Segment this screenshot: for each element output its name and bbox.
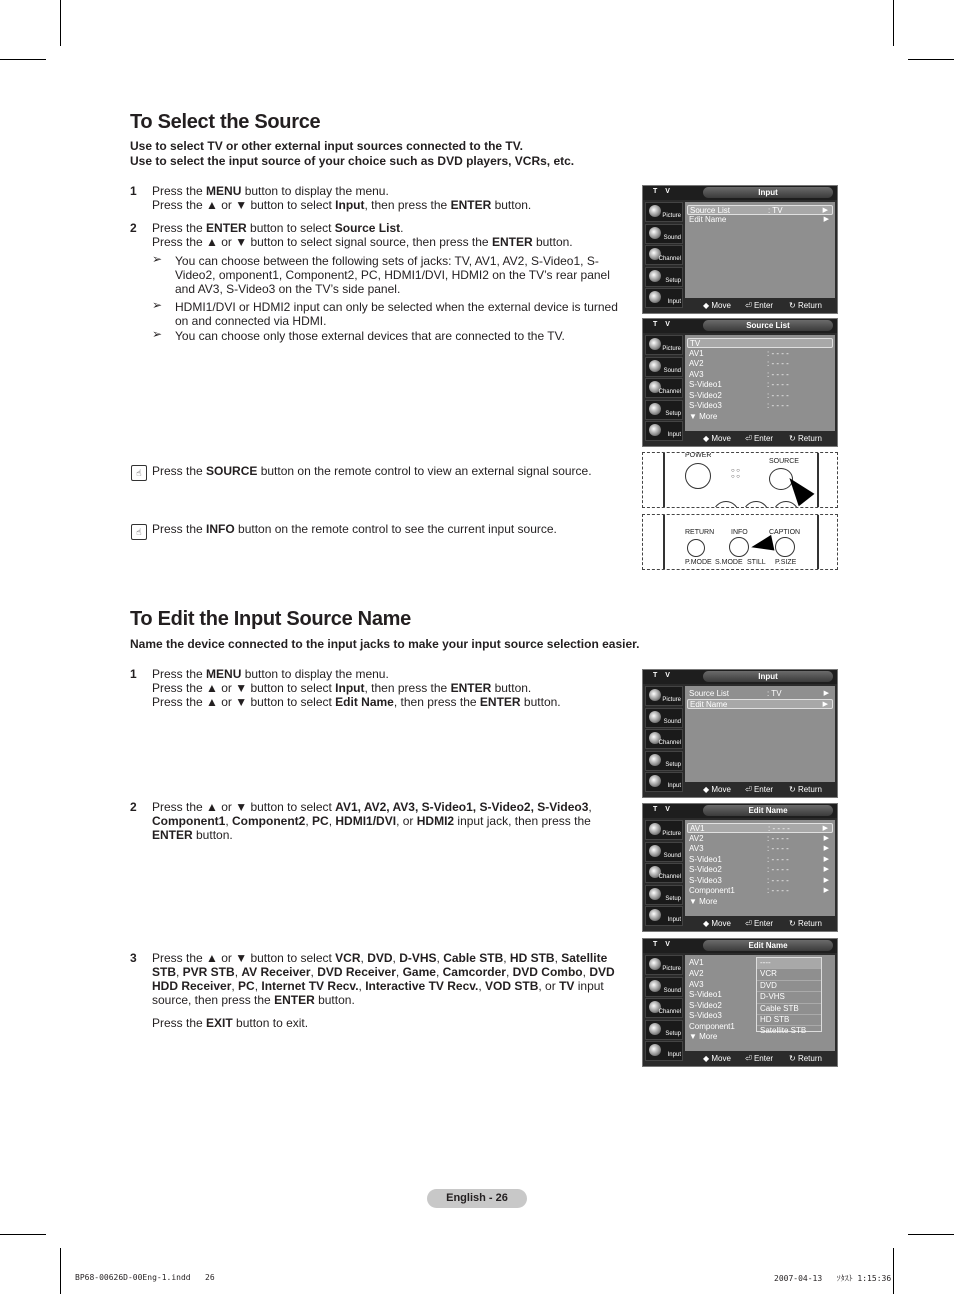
lead-text: Name the device connected to the input jacks to make your input source selection easier. xyxy=(130,637,640,651)
osd-footer: ◆ Move ⏎ Enter ↻ Return xyxy=(703,301,822,310)
dropdown-option[interactable]: Satellite STB xyxy=(760,1026,807,1036)
step-text: Press the ▲ or ▼ button to select Input, then press the ENTER button. xyxy=(152,681,532,695)
osd-row-edit-name[interactable]: Edit Name ▶ xyxy=(689,215,829,224)
input-icon xyxy=(649,775,661,787)
picture-icon xyxy=(649,205,661,217)
note-arrow-icon: ➢ xyxy=(152,252,163,266)
caption-button-icon xyxy=(775,537,795,557)
crop-mark xyxy=(893,1248,894,1294)
date-slug: 2007-04-13 ｿﾀｽﾄ 1:15:36 xyxy=(774,1274,892,1283)
input-icon xyxy=(649,1044,661,1056)
page-number-badge: English - 26 xyxy=(427,1189,527,1208)
section-title-edit-name: To Edit the Input Source Name xyxy=(130,608,411,630)
return-button-icon xyxy=(687,539,705,557)
osd-row[interactable]: AV1 xyxy=(689,958,704,967)
crop-mark xyxy=(60,1248,61,1294)
setup-icon xyxy=(649,403,661,415)
dropdown-option[interactable]: DVD xyxy=(757,981,821,992)
source-label: SOURCE xyxy=(769,458,799,465)
remote-info-illustration xyxy=(642,514,838,570)
input-icon xyxy=(649,424,661,436)
power-button-icon xyxy=(685,463,711,489)
dropdown-option[interactable]: D-VHS xyxy=(757,992,821,1003)
picture-icon xyxy=(649,338,661,350)
note-text: HDMI1/DVI or HDMI2 input can only be selected when the external device is turned on and connected via HDMI. xyxy=(175,300,618,328)
setup-icon xyxy=(649,270,661,282)
dropdown-option[interactable]: ---- xyxy=(757,958,821,969)
osd-row-more[interactable]: ▼ More xyxy=(689,1032,718,1041)
osd-row[interactable]: Component1 xyxy=(689,1021,735,1031)
osd-row[interactable]: S-Video3 : - - - - ▶ xyxy=(689,875,829,885)
step-text: Press the EXIT button to exit. xyxy=(152,1016,309,1030)
osd-edit-name-dropdown: T V Edit Name Picture Sound Channel Setup Input AV1 AV2 AV3 S-Video1 S-Video2 S-Video3 Component1 ▼ More ---- VCR DVD D-VHS Cable STB HD STB Satellite STB ◆ Move ⏎ Enter ↻ Return xyxy=(642,938,838,1067)
osd-row[interactable]: Component1 : - - - - ▶ xyxy=(689,886,829,895)
step-text: Press the ▲ or ▼ button to select VCR, DVD, D-VHS, Cable STB, HD STB, Satellite STB, PVR STB, AV Receiver, DVD Receiver, Game, Camcorder, DVD Combo, DVD HDD Receiver, PC, Internet TV Recv., Interactive TV Recv., VOD STB, or TV input source, then press the ENTER button. xyxy=(152,951,615,1007)
still-label: STILL xyxy=(747,559,766,566)
pmode-label: P.MODE xyxy=(685,559,712,566)
step-text: Press the ▲ or ▼ button to select Edit Name, then press the ENTER button. xyxy=(152,695,561,709)
dropdown-option[interactable]: HD STB xyxy=(757,1015,821,1026)
step-number: 2 xyxy=(130,221,137,235)
osd-row-more[interactable]: ▼ More xyxy=(689,896,718,906)
osd-input-menu-edit: T V Input Picture Sound Channel Setup Input Source List : TV ▶ Edit Name ▶ ◆ Move ⏎ Enter ↻ Return xyxy=(642,669,838,798)
osd-source-list-menu: T V Source List Picture Sound Channel Setup Input TV AV1 : - - - - AV2 : - - - - AV3 : - - - - S-Video1 : - - - - S-Video2 : - - - - S-Video3 : - - - - ▼ More ◆ Move ⏎ Enter ↻ Return xyxy=(642,318,838,447)
info-label: INFO xyxy=(731,529,748,536)
osd-row[interactable]: AV1 : - - - - ▶ xyxy=(687,823,833,833)
lead-text: Use to select the input source of your choice such as DVD players, VCRs, etc. xyxy=(130,154,575,168)
step-text: Press the ▲ or ▼ button to select Input, then press the ENTER button. xyxy=(152,198,532,212)
osd-row[interactable]: S-Video3 : - - - - xyxy=(689,401,789,410)
note-text: You can choose between the following sets of jacks: TV, AV1, AV2, S-Video1, S-Video2, omponent1, Component2, PC, HDMI1/DVI, HDMI2 on the TV’s rear panel and AV3, S-Video3 on the TV’s side panel. xyxy=(175,254,610,296)
osd-row[interactable]: AV2 : - - - - xyxy=(689,359,789,368)
step-number: 1 xyxy=(130,184,137,198)
osd-sidebar: Picture Sound Channel Setup Input xyxy=(645,202,683,310)
osd-row[interactable]: AV3 : - - - - xyxy=(689,369,789,379)
osd-row-more[interactable]: ▼ More xyxy=(689,411,718,421)
osd-row[interactable]: AV3 xyxy=(689,979,704,989)
step-number: 3 xyxy=(130,951,137,965)
note-arrow-icon: ➢ xyxy=(152,327,163,341)
crop-mark xyxy=(0,1234,46,1235)
osd-row-source-list[interactable]: Source List : TV ▶ xyxy=(689,689,829,698)
osd-edit-name-menu: T V Edit Name Picture Sound Channel Setup Input AV1 : - - - - ▶ AV2 : - - - - ▶ AV3 : - - - - ▶ S-Video1 : - - - - ▶ S-Video2 : - - - - ▶ S-Video3 : - - - - ▶ Component1 : - - - - ▶ ▼ More ◆ Move ⏎ Enter ↻ Return xyxy=(642,803,838,932)
osd-row-source-list[interactable]: Source List : TV ▶ xyxy=(687,205,833,215)
crop-mark xyxy=(908,1234,954,1235)
setup-icon xyxy=(649,888,661,900)
sound-icon xyxy=(649,360,661,372)
step-number: 1 xyxy=(130,667,137,681)
step-text: Press the ENTER button to select Source List. xyxy=(152,221,404,235)
info-button-icon xyxy=(729,537,749,557)
osd-row[interactable]: AV2 : - - - - ▶ xyxy=(689,833,829,843)
osd-tv-label: T V xyxy=(653,188,673,195)
osd-title: Input xyxy=(703,187,833,198)
osd-row[interactable]: S-Video2 : - - - - ▶ xyxy=(689,865,829,874)
step-number: 2 xyxy=(130,800,137,814)
crop-mark xyxy=(908,59,954,60)
sound-icon xyxy=(649,845,661,857)
remote-tip-icon: ☝ xyxy=(131,465,147,481)
pointer-arrow-icon xyxy=(750,535,775,555)
remote-source-illustration: POWER ○ ○ ○ ○ SOURCE xyxy=(642,452,838,508)
input-icon xyxy=(649,291,661,303)
step-text: Press the ▲ or ▼ button to select AV1, AV2, AV3, S-Video1, S-Video2, S-Video3, Component1, Component2, PC, HDMI1/DVI, or HDMI2 input jack, then press the ENTER button. xyxy=(152,800,592,842)
osd-row[interactable]: S-Video1 xyxy=(689,990,722,999)
input-icon xyxy=(649,909,661,921)
caption-label: CAPTION xyxy=(769,529,801,536)
osd-row[interactable]: AV2 xyxy=(689,969,704,978)
tip-text: Press the INFO button on the remote control to see the current input source. xyxy=(152,522,557,536)
crop-mark xyxy=(893,0,894,46)
picture-icon xyxy=(649,958,661,970)
sound-icon xyxy=(649,980,661,992)
lead-text: Use to select TV or other external input sources connected to the TV. xyxy=(130,139,523,153)
step-text: Press the MENU button to display the menu. xyxy=(152,184,389,198)
osd-row[interactable]: TV xyxy=(687,338,833,348)
osd-row[interactable]: AV1 : - - - - xyxy=(689,348,789,358)
picture-icon xyxy=(649,689,661,701)
osd-row[interactable]: AV3 : - - - - ▶ xyxy=(689,844,829,853)
osd-row[interactable]: S-Video2 xyxy=(689,1000,722,1010)
section-title-select-source: To Select the Source xyxy=(130,111,321,133)
osd-row[interactable]: S-Video2 : - - - - xyxy=(689,390,789,400)
note-arrow-icon: ➢ xyxy=(152,298,163,312)
dropdown-option[interactable]: VCR xyxy=(757,969,821,980)
power-label: POWER xyxy=(685,452,712,459)
remote-tip-icon: ☝ xyxy=(131,524,147,540)
osd-row-edit-name[interactable]: Edit Name ▶ xyxy=(687,699,833,709)
smode-label: S.MODE xyxy=(715,559,743,566)
setup-icon xyxy=(649,754,661,766)
sound-icon xyxy=(649,711,661,723)
setup-icon xyxy=(649,1023,661,1035)
osd-input-menu xyxy=(642,185,838,314)
crop-mark xyxy=(0,59,46,60)
osd-row[interactable]: S-Video1 : - - - - xyxy=(689,380,789,389)
note-text: You can choose only those external devices that are connected to the TV. xyxy=(175,329,565,343)
dropdown-option[interactable]: Cable STB xyxy=(757,1004,821,1015)
file-slug: BP68-00626D-00Eng-1.indd 26 xyxy=(75,1273,215,1282)
crop-mark xyxy=(60,0,61,46)
step-text: Press the ▲ or ▼ button to select signal source, then press the ENTER button. xyxy=(152,235,573,249)
psize-label: P.SIZE xyxy=(775,559,797,566)
tip-text: Press the SOURCE button on the remote control to view an external signal source. xyxy=(152,464,592,478)
sound-icon xyxy=(649,227,661,239)
osd-row[interactable]: S-Video1 : - - - - ▶ xyxy=(689,854,829,864)
name-dropdown-list[interactable] xyxy=(756,957,822,1036)
step-text: Press the MENU button to display the menu. xyxy=(152,667,389,681)
return-label: RETURN xyxy=(685,529,715,536)
picture-icon xyxy=(649,823,661,835)
osd-row[interactable]: S-Video3 xyxy=(689,1011,722,1020)
